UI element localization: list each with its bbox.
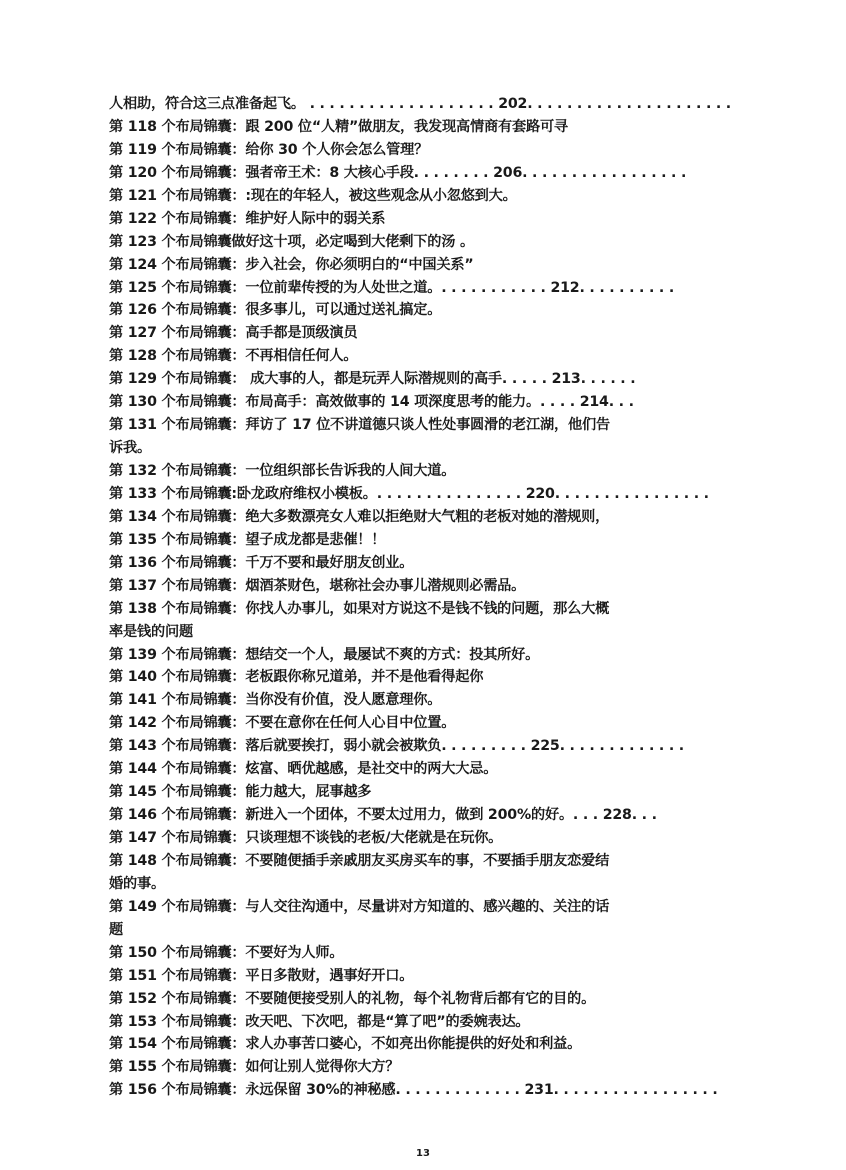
toc-line: 第 149 个布局锦囊：与人交往沟通中，尽量讲对方知道的、感兴趣的、关注的话: [109, 898, 610, 915]
toc-line: 第 148 个布局锦囊：不要随便插手亲戚朋友买房买车的事，不要插手朋友恋爱结: [109, 852, 610, 869]
toc-line: 第 137 个布局锦囊：烟酒茶财色，堪称社会办事儿潜规则必需品。: [109, 577, 526, 594]
toc-line: 第 136 个布局锦囊：千万不要和最好朋友创业。: [109, 554, 414, 571]
toc-line: 第 156 个布局锦囊：永远保留 30%的神秘感. . . . . . . . . . . . . 231. . . . . . . . . . . . . . . . .: [109, 1082, 718, 1099]
toc-line: 第 141 个布局锦囊：当你没有价值，没人愿意理你。: [109, 692, 442, 709]
toc-line: 第 122 个布局锦囊：维护好人际中的弱关系: [109, 210, 386, 227]
toc-line: 题: [109, 921, 123, 938]
toc-line: 第 152 个布局锦囊：不要随便接受别人的礼物，每个礼物背后都有它的目的。: [109, 990, 596, 1007]
toc-line: 第 118 个布局锦囊：跟 200 位“人精”做朋友，我发现高情商有套路可寻: [109, 118, 568, 135]
toc-line: 第 150 个布局锦囊：不要好为人师。: [109, 944, 344, 961]
toc-line: 婚的事。: [109, 875, 165, 892]
toc-line: 第 130 个布局锦囊：布局高手：高效做事的 14 项深度思考的能力。. . . . 214. . .: [109, 394, 634, 411]
page-number: 13: [416, 1148, 430, 1159]
toc-line: 第 128 个布局锦囊：不再相信任何人。: [109, 348, 358, 365]
toc-line: 第 143 个布局锦囊：落后就要挨打，弱小就会被欺负. . . . . . . . . 225. . . . . . . . . . . . .: [109, 738, 684, 755]
toc-line: 第 127 个布局锦囊：高手都是顶级演员: [109, 325, 358, 342]
table-of-contents: [109, 93, 739, 1102]
toc-line: 第 129 个布局锦囊： 成大事的人，都是玩弄人际潜规则的高手. . . . . 213. . . . . .: [109, 371, 636, 388]
toc-line: 第 125 个布局锦囊：一位前辈传授的为人处世之道。. . . . . . . . . . . 212. . . . . . . . . .: [109, 279, 675, 296]
toc-line: 人相助，符合这三点准备起飞。 . . . . . . . . . . . . . . . . . . . 202. . . . . . . . . . . . . . . . . . . . .: [109, 96, 731, 112]
toc-line: 第 147 个布局锦囊：只谈理想不谈钱的老板/大佬就是在玩你。: [109, 830, 503, 846]
toc-line: 第 155 个布局锦囊：如何让别人觉得你大方？: [109, 1059, 400, 1076]
toc-line: 率是钱的问题: [109, 623, 193, 640]
toc-line: 第 126 个布局锦囊：很多事儿，可以通过送礼搞定。: [109, 302, 442, 319]
toc-line: 第 120 个布局锦囊：强者帝王术：8 大核心手段. . . . . . . . 206. . . . . . . . . . . . . . . . .: [109, 164, 687, 181]
toc-line: 第 123 个布局锦囊做好这十项，必定喝到大佬剩下的汤 。: [109, 233, 474, 250]
toc-line: 第 132 个布局锦囊：一位组织部长告诉我的人间大道。: [109, 463, 456, 479]
toc-line: 第 135 个布局锦囊：望子成龙都是悲催！！: [109, 531, 386, 548]
toc-line: 第 151 个布局锦囊：平日多散财，遇事好开口。: [109, 967, 414, 984]
toc-line: 第 119 个布局锦囊：给你 30 个人你会怎么管理？: [109, 141, 429, 158]
toc-line: 第 153 个布局锦囊：改天吧、下次吧，都是“算了吧”的委婉表达。: [109, 1013, 530, 1030]
toc-line: 第 139 个布局锦囊：想结交一个人，最屡试不爽的方式：投其所好。: [109, 646, 540, 663]
toc-line: 第 154 个布局锦囊：求人办事苦口婆心，不如亮出你能提供的好处和利益。: [109, 1036, 582, 1053]
toc-line: 第 142 个布局锦囊：不要在意你在任何人心目中位置。: [109, 715, 456, 732]
toc-line: 第 124 个布局锦囊：步入社会，你必须明白的“中国关系”: [109, 256, 474, 273]
toc-line: 第 134 个布局锦囊：绝大多数漂亮女人难以拒绝财大气粗的老板对她的潜规则，: [109, 508, 610, 525]
toc-line: 第 121 个布局锦囊：:现在的年轻人，被这些观念从小忽悠到大。: [109, 187, 517, 204]
toc-line: 第 146 个布局锦囊：新进入一个团体，不要太过用力，做到 200%的好。. . . 228. . .: [109, 807, 657, 824]
toc-line: 第 140 个布局锦囊：老板跟你称兄道弟，并不是他看得起你: [109, 669, 484, 686]
toc-line: 第 144 个布局锦囊：炫富、晒优越感，是社交中的两大大忌。: [109, 761, 498, 778]
toc-line: 第 145 个布局锦囊：能力越大，屁事越多: [109, 784, 372, 801]
toc-line: 诉我。: [109, 440, 151, 457]
toc-line: 第 133 个布局锦囊:卧龙政府维权小模板。. . . . . . . . . . . . . . . 220. . . . . . . . . . . . . . . .: [109, 485, 709, 502]
toc-line: 第 131 个布局锦囊：拜访了 17 位不讲道德只谈人性处事圆滑的老江湖，他们告: [109, 417, 610, 434]
toc-line: 第 138 个布局锦囊：你找人办事儿，如果对方说这不是钱不钱的问题，那么大概: [109, 600, 610, 617]
